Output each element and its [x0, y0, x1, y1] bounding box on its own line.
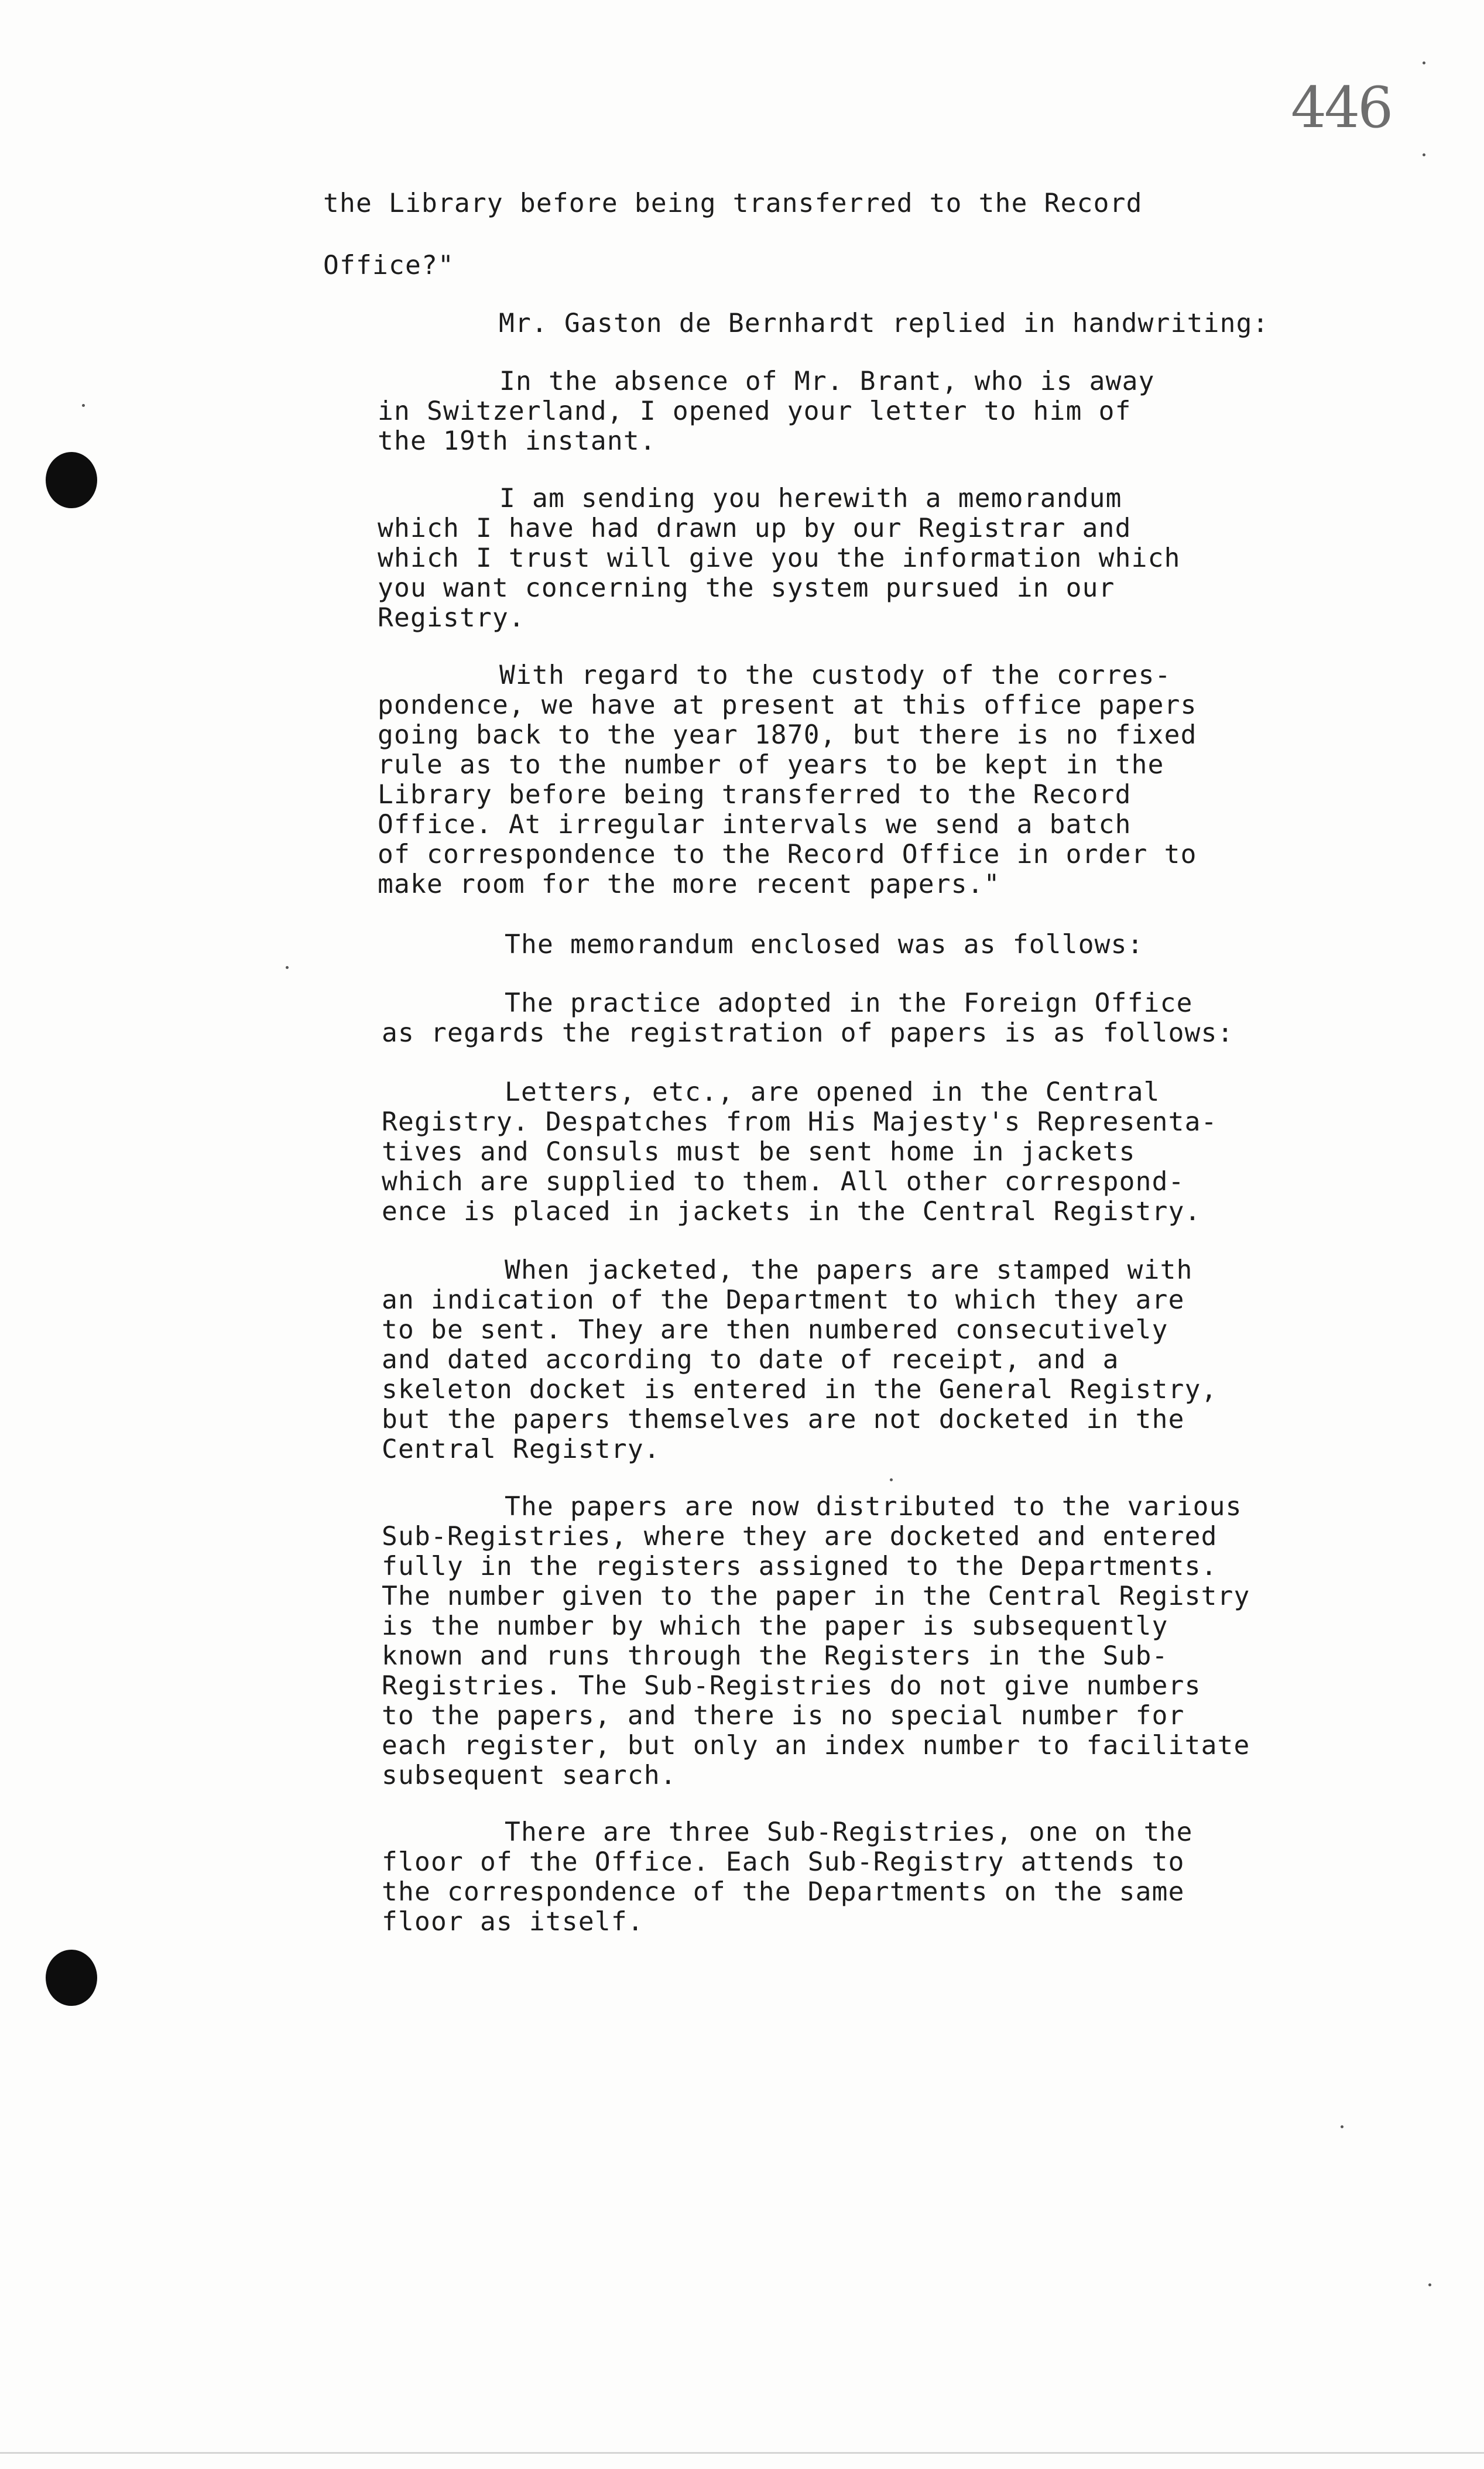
paragraph: The papers are now distributed to the various Sub-Registries, where they are docketed and entered fully in the registers assigned to the Departments. The number given to the paper in the Central Registry is the number by which the paper is subsequently known and runs through the Registers in the Sub- Registries. The Sub-Registries do not give numbers to the papers, and there is no special number for each register, but only an index number to facilitate subsequent search.	[382, 1492, 1250, 1790]
scan-speck	[1341, 2125, 1344, 2128]
scan-speck	[1423, 153, 1425, 156]
scan-speck	[1423, 61, 1425, 64]
scan-speck	[890, 1478, 893, 1481]
punch-hole-top	[46, 452, 97, 508]
intro-line: Mr. Gaston de Bernhardt replied in handwriting:	[499, 309, 1269, 338]
paragraph: Letters, etc., are opened in the Central Registry. Despatches from His Majesty's Representa- tives and Consuls must be sent home in jackets which are supplied to them. All other correspond- ence is placed in jackets in the Central Registry.	[382, 1077, 1218, 1227]
paragraph: There are three Sub-Registries, one on the floor of the Office. Each Sub-Registry attends to the correspondence of the Departments on the same floor as itself.	[382, 1817, 1193, 1937]
scan-speck	[82, 404, 85, 407]
paragraph: When jacketed, the papers are stamped with an indication of the Department to which they are to be sent. They are then numbered consecutively and dated according to date of receipt, and a skeleton docket is entered in the General Registry, but the papers themselves are not docketed in the Central Registry.	[382, 1255, 1218, 1464]
punch-hole-bottom	[46, 1950, 97, 2006]
continuation-line: Office?"	[323, 251, 454, 280]
continuation-line: the Library before being transferred to the Record	[323, 189, 1143, 218]
paragraph: The practice adopted in the Foreign Office as regards the registration of papers is as follows:	[382, 988, 1234, 1048]
paragraph: With regard to the custody of the corres- pondence, we have at present at this office papers going back to the year 1870, but there is no fixed rule as to the number of years to be kept in the Library before being transferred to the Record Office. At irregular intervals we send a batch of correspondence to the Record Office in order to make room for the more recent papers."	[378, 660, 1197, 899]
scan-speck	[1428, 2283, 1431, 2286]
paragraph: The memorandum enclosed was as follows:	[505, 930, 1144, 960]
paragraph: I am sending you herewith a memorandum which I have had drawn up by our Registrar and which I trust will give you the information which you want concerning the system pursued in our Registry.	[378, 484, 1181, 633]
paragraph: In the absence of Mr. Brant, who is away in Switzerland, I opened your letter to him of the 19th instant.	[378, 367, 1155, 456]
page-number: 446	[1291, 75, 1392, 141]
scan-speck	[286, 966, 289, 969]
scan-bottom-edge	[0, 2452, 1484, 2454]
